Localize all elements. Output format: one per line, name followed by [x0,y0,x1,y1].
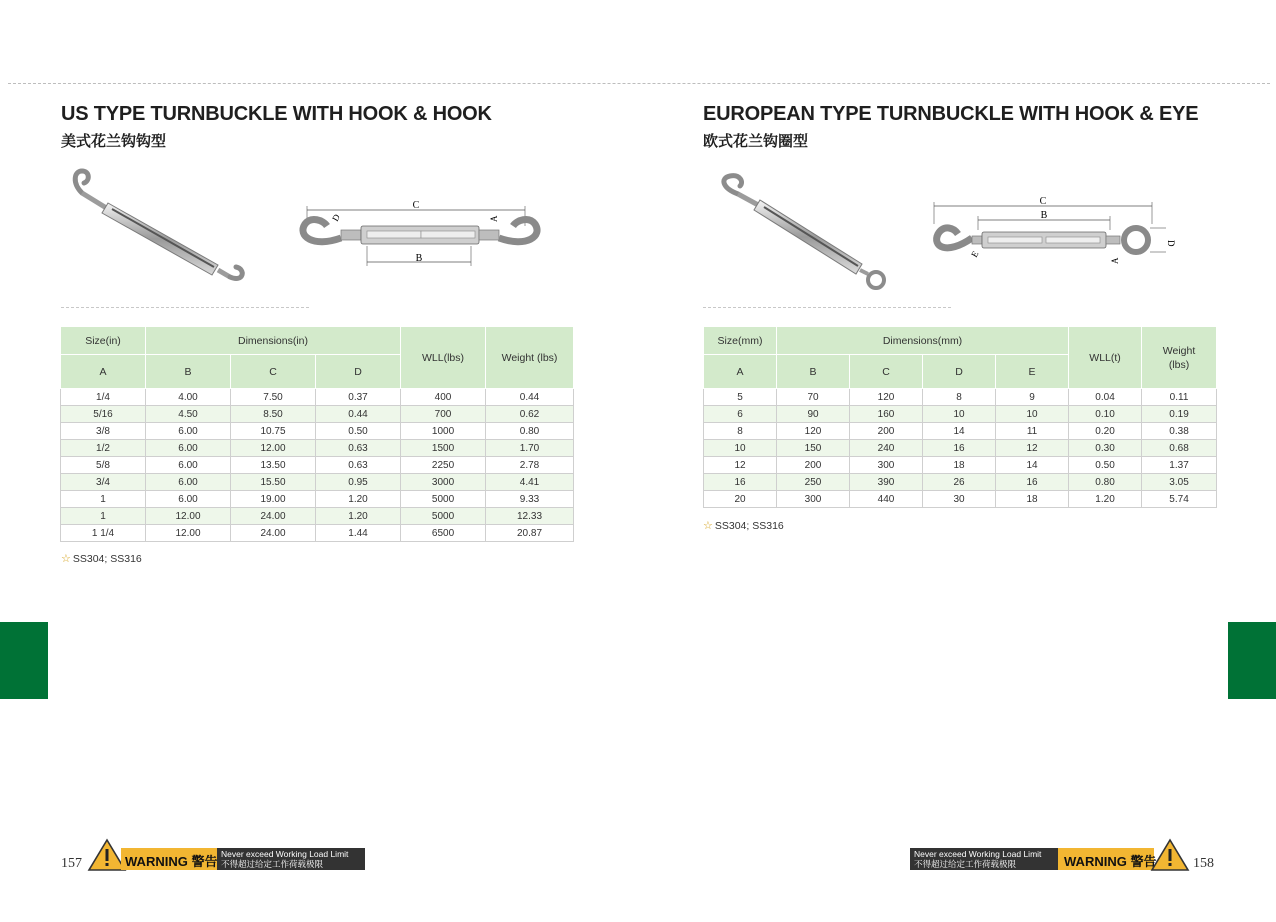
us-spec-table [60,326,574,542]
us-table-cell: 5/16 [61,406,146,423]
us-table-cell: 0.95 [316,474,401,491]
us-table-cell: 9.33 [486,491,574,508]
eu-table-cell: 250 [777,474,850,491]
right-subtitle: 欧式花兰钩圈型 [703,132,809,150]
right-section-rule [703,307,951,308]
eu-table-row [704,474,1217,491]
eu-diagram-label-c: C [1039,196,1047,207]
eu-table-cell: 8 [923,389,996,406]
us-table-cell: 12.00 [146,525,231,542]
right-warning-label: WARNING 警告 [1064,854,1157,869]
right-warning-line2: 不得超过给定工作荷载极限 [914,859,1017,869]
right-material-note [703,519,784,532]
us-col-d: D [316,355,401,389]
right-note-text: SS304; SS316 [714,520,784,532]
eu-table-cell: 18 [923,457,996,474]
eu-table-cell: 150 [777,440,850,457]
eu-table-cell: 6 [704,406,777,423]
eu-col-e: E [996,355,1069,389]
eu-table-cell: 70 [777,389,850,406]
us-table-cell: 1 1/4 [61,525,146,542]
us-col-a: A [61,355,146,389]
eu-table-cell: 300 [777,491,850,508]
eu-table-cell: 0.20 [1069,423,1142,440]
eu-table-cell: 0.10 [1069,406,1142,423]
us-table-cell: 6500 [401,525,486,542]
eu-col-d: D [923,355,996,389]
us-table-cell: 4.41 [486,474,574,491]
us-table-cell: 1.70 [486,440,574,457]
us-table-cell: 1/4 [61,389,146,406]
us-table-cell: 10.75 [231,423,316,440]
us-table-cell: 0.44 [316,406,401,423]
us-table-body [61,389,574,542]
eu-table-row [704,457,1217,474]
eu-table-cell: 5.74 [1142,491,1217,508]
eu-table-cell: 12 [704,457,777,474]
left-material-note [61,552,142,565]
left-note-text: SS304; SS316 [72,553,142,565]
eu-table-cell: 0.04 [1069,389,1142,406]
eu-table-cell: 0.11 [1142,389,1217,406]
us-turnbuckle-photo [68,165,250,293]
eu-table-cell: 18 [996,491,1069,508]
us-table-cell: 1.44 [316,525,401,542]
european-turnbuckle-photo [716,172,892,294]
eu-table-cell: 1.20 [1069,491,1142,508]
left-page-number: 157 [61,856,82,871]
right-green-tab [1228,622,1276,699]
eu-table-body [704,389,1217,508]
us-table-cell: 12.33 [486,508,574,525]
eu-table-cell: 8 [704,423,777,440]
us-diagram-label-a: A [489,215,499,222]
eu-wll-header: WLL(t) [1069,327,1142,389]
us-table-cell: 1500 [401,440,486,457]
us-table-cell: 24.00 [231,508,316,525]
us-table-cell: 0.63 [316,440,401,457]
us-table-cell: 7.50 [231,389,316,406]
us-table-cell: 6.00 [146,440,231,457]
eu-table-cell: 16 [704,474,777,491]
us-table-cell: 0.80 [486,423,574,440]
us-table-cell: 13.50 [231,457,316,474]
eu-table-cell: 10 [996,406,1069,423]
right-warning-line1: Never exceed Working Load Limit [914,849,1042,859]
eu-table-cell: 11 [996,423,1069,440]
eu-table-cell: 10 [704,440,777,457]
eu-col-c: C [850,355,923,389]
us-size-header: Size(in) [61,327,146,355]
us-table-cell: 6.00 [146,474,231,491]
us-table-cell: 19.00 [231,491,316,508]
us-diagram-label-c: C [412,200,420,211]
eu-table-cell: 20 [704,491,777,508]
us-table-cell: 6.00 [146,457,231,474]
us-table-cell: 24.00 [231,525,316,542]
eu-table-cell: 200 [850,423,923,440]
right-page-number: 158 [1193,856,1214,871]
us-table-cell: 4.50 [146,406,231,423]
eu-diagram-label-e: E [969,249,981,259]
us-table-cell: 20.87 [486,525,574,542]
us-table-cell: 4.00 [146,389,231,406]
us-table-row [61,474,574,491]
us-table-cell: 1 [61,508,146,525]
us-table-cell: 6.00 [146,423,231,440]
us-col-b: B [146,355,231,389]
eu-table-cell: 440 [850,491,923,508]
us-table-cell: 3/8 [61,423,146,440]
star-icon: ☆ [703,520,713,532]
eu-table-cell: 5 [704,389,777,406]
eu-table-cell: 160 [850,406,923,423]
us-table-cell: 15.50 [231,474,316,491]
eu-table-row [704,491,1217,508]
right-warning-text [910,848,1058,870]
us-col-c: C [231,355,316,389]
left-warning-text [217,848,365,870]
us-diagram-label-b: B [415,253,423,264]
right-warning-banner [910,838,1190,872]
us-table-cell: 2.78 [486,457,574,474]
us-table-cell: 5000 [401,491,486,508]
eu-table-cell: 14 [923,423,996,440]
eu-table-cell: 390 [850,474,923,491]
eu-table-cell: 30 [923,491,996,508]
right-title: EUROPEAN TYPE TURNBUCKLE WITH HOOK & EYE [703,103,1199,125]
us-table-cell: 0.63 [316,457,401,474]
us-table-cell: 12.00 [146,508,231,525]
eu-table-cell: 120 [777,423,850,440]
us-table-cell: 0.37 [316,389,401,406]
eu-table-cell: 26 [923,474,996,491]
eu-table-cell: 16 [996,474,1069,491]
eu-table-cell: 0.38 [1142,423,1217,440]
eu-table-row [704,406,1217,423]
eu-table-cell: 0.68 [1142,440,1217,457]
eu-table-cell: 0.30 [1069,440,1142,457]
top-dashed-rule [8,83,1270,84]
us-diagram-label-d: D [330,212,342,223]
eu-table-cell: 200 [777,457,850,474]
eu-table-cell: 1.37 [1142,457,1217,474]
eu-diagram-label-b: B [1040,210,1048,221]
us-table-cell: 8.50 [231,406,316,423]
eu-table-cell: 0.19 [1142,406,1217,423]
eu-table-cell: 9 [996,389,1069,406]
us-table-cell: 6.00 [146,491,231,508]
star-icon: ☆ [61,553,71,565]
left-warning-line2: 不得超过给定工作荷载极限 [221,859,324,869]
us-table-cell: 700 [401,406,486,423]
us-table-cell: 0.44 [486,389,574,406]
eu-size-header: Size(mm) [704,327,777,355]
us-turnbuckle-dimension-diagram [293,196,551,268]
us-table-cell: 0.62 [486,406,574,423]
us-table-cell: 400 [401,389,486,406]
eu-diagram-label-d: D [1166,240,1176,247]
left-subtitle: 美式花兰钩钩型 [61,132,167,150]
eu-table-cell: 240 [850,440,923,457]
us-table-cell: 0.50 [316,423,401,440]
us-table-row [61,406,574,423]
us-table-row [61,508,574,525]
eu-table-row [704,423,1217,440]
eu-diagram-label-a: A [1110,257,1120,264]
us-table-cell: 1.20 [316,491,401,508]
us-table-cell: 3/4 [61,474,146,491]
eu-spec-table [703,326,1217,508]
us-weight-header: Weight (lbs) [486,327,574,389]
us-dimensions-header: Dimensions(in) [146,327,401,355]
left-warning-banner [87,838,367,872]
us-table-cell: 1/2 [61,440,146,457]
eu-table-row [704,389,1217,406]
eu-table-cell: 12 [996,440,1069,457]
us-table-cell: 12.00 [231,440,316,457]
eu-col-b: B [777,355,850,389]
eu-table-cell: 0.50 [1069,457,1142,474]
us-table-row [61,525,574,542]
us-table-cell: 1.20 [316,508,401,525]
left-warning-line1: Never exceed Working Load Limit [221,849,349,859]
us-wll-header: WLL(lbs) [401,327,486,389]
left-green-tab [0,622,48,699]
us-table-row [61,457,574,474]
eu-table-cell: 300 [850,457,923,474]
european-turnbuckle-dimension-diagram [930,194,1180,270]
us-table-row [61,389,574,406]
eu-dimensions-header: Dimensions(mm) [777,327,1069,355]
eu-table-cell: 3.05 [1142,474,1217,491]
us-table-cell: 1000 [401,423,486,440]
us-table-row [61,491,574,508]
us-table-cell: 5/8 [61,457,146,474]
warning-triangle-icon [1150,838,1190,872]
us-table-cell: 2250 [401,457,486,474]
left-section-rule [61,307,309,308]
us-table-row [61,423,574,440]
eu-table-cell: 120 [850,389,923,406]
left-warning-label: WARNING 警告 [125,854,218,869]
eu-table-cell: 90 [777,406,850,423]
eu-table-cell: 16 [923,440,996,457]
us-table-row [61,440,574,457]
eu-table-cell: 0.80 [1069,474,1142,491]
eu-table-row [704,440,1217,457]
left-title: US TYPE TURNBUCKLE WITH HOOK & HOOK [61,103,492,125]
eu-weight-header: Weight (lbs) [1142,327,1217,389]
eu-table-cell: 14 [996,457,1069,474]
us-table-cell: 5000 [401,508,486,525]
us-table-cell: 1 [61,491,146,508]
eu-col-a: A [704,355,777,389]
eu-table-cell: 10 [923,406,996,423]
us-table-cell: 3000 [401,474,486,491]
